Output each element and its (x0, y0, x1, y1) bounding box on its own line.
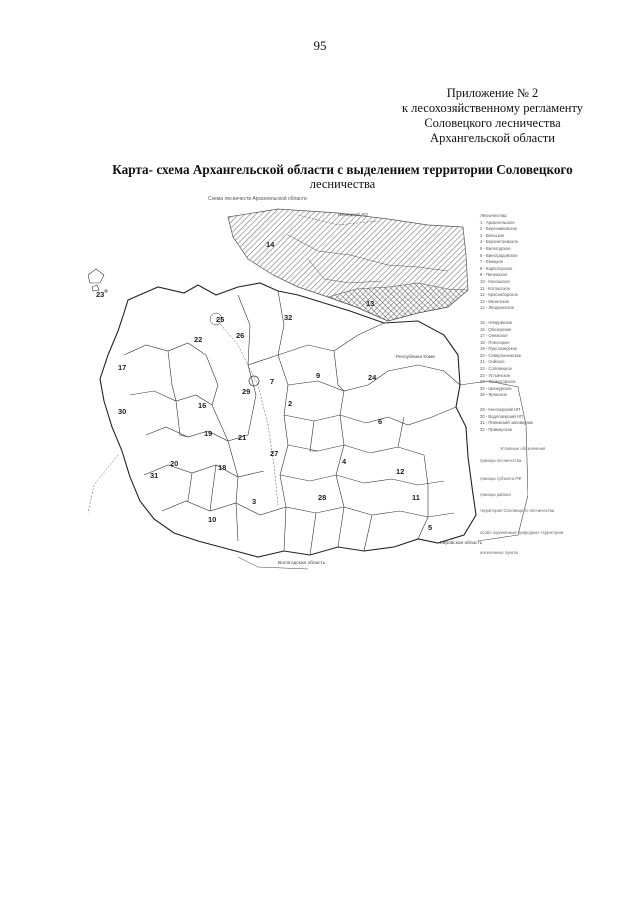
legend-item: 23 - Устьянское (480, 372, 511, 378)
map-legend (480, 213, 590, 433)
legend-note: граница лесничества (480, 458, 522, 463)
district-label: 6 (378, 417, 383, 426)
appendix-block (360, 86, 625, 146)
legend-item: 31 - Пинежский заповедник (480, 420, 534, 426)
district-label: 22 (194, 335, 203, 344)
legend-item: 29 - Кенозерский НП (480, 407, 521, 413)
legend-item: 1 - Архангельское (480, 219, 515, 225)
legend-item: 12 - Красноборское (480, 292, 518, 298)
district-label: 9 (316, 371, 321, 380)
district-label: 14 (266, 240, 275, 249)
legend-note: граница субъекта РФ (480, 476, 522, 481)
legend-item: 5 - Вилегодское (480, 245, 511, 251)
place-label: Кировская область (440, 541, 483, 546)
legend-item: 19 - Пуксоозерское (480, 346, 518, 352)
map-caption: Схема лесничеств Архангельской области (208, 196, 307, 202)
legend-item: 9 - Пинежское (480, 272, 508, 278)
district-label: 32 (284, 313, 293, 322)
legend-note: граница района (480, 492, 511, 497)
district-label: 19 (204, 429, 213, 438)
legend-item: 25 - Шенкурское (480, 385, 512, 391)
legend-item: 7 - Емецкое (480, 259, 503, 265)
legend-title: Лесничества: (480, 213, 508, 218)
district-label: 27 (270, 449, 279, 458)
district-label: 13 (366, 299, 375, 308)
map-title: Карта- схема Архангельской области с выделением территории Соловецкого (112, 162, 573, 177)
legend-item: 4 - Верхнетоемское (480, 239, 519, 245)
district-label: 12 (396, 467, 405, 476)
legend-item: 30 - Водлозерский НП (480, 413, 523, 419)
legend-item: 16 - Обозерское (480, 326, 512, 332)
legend-item: 24 - Холмогорское (480, 379, 516, 385)
district-label: 16 (198, 401, 207, 410)
district-label: 28 (318, 493, 327, 502)
legend-item: 18 - Плесецкое (480, 339, 510, 345)
appendix-line: Соловецкого лесничества (424, 116, 561, 130)
district-label: 30 (118, 407, 127, 416)
appendix-line: Архангельской области (430, 131, 555, 145)
place-label: Ненецкий АО (338, 213, 368, 218)
legend-item: 2 - Березниковское (480, 226, 518, 232)
appendix-line: к лесохозяйственному регламенту (401, 101, 584, 115)
district-label: 2 (288, 399, 293, 408)
district-label: 26 (236, 331, 245, 340)
map-figure (88, 195, 528, 570)
district-label: 4 (342, 457, 347, 466)
district-label: 25 (216, 315, 225, 324)
legend-item: 14 - Лешуконское (480, 305, 515, 311)
legend-note: Условные обозначения (500, 446, 546, 451)
legend-item: 11 - Котласское (480, 285, 511, 291)
page-number: 95 (313, 38, 327, 53)
solovetsky-islands (88, 269, 107, 292)
district-label: 21 (238, 433, 247, 442)
district-label: 17 (118, 363, 127, 372)
district-label: 18 (218, 463, 227, 472)
district-label: 5 (428, 523, 433, 532)
region-outline (100, 283, 476, 557)
legend-item: 10 - Коношское (480, 278, 510, 284)
district-label: 31 (150, 471, 159, 480)
district-label: 23 (96, 290, 105, 299)
district-label: 11 (412, 493, 420, 502)
place-label: Республика Коми (396, 355, 435, 360)
legend-item: 22 - Соловецкое (480, 366, 512, 372)
district-label: 7 (270, 377, 275, 386)
legend-item: 20 - Североонежское (480, 352, 522, 358)
legend-item: 26 - Яренское (480, 392, 508, 398)
legend-note: территория Соловецкого лесничества (480, 508, 555, 513)
region-map (88, 195, 528, 570)
legend-item: 3 - Вельское (480, 232, 505, 238)
legend-item: 8 - Карпогорское (480, 265, 513, 271)
district-label: 10 (208, 515, 217, 524)
district-label: 20 (170, 459, 179, 468)
legend-item: 17 - Онежское (480, 333, 508, 339)
legend-item: 15 - Няндомское (480, 319, 513, 325)
legend-item: 13 - Мезенское (480, 298, 510, 304)
legend-item: 6 - Виноградовское (480, 252, 518, 258)
appendix-line: Приложение № 2 (446, 86, 539, 100)
legend-note: населенные пункты (480, 550, 519, 555)
legend-note: особо охраняемые природные территории (480, 530, 564, 535)
district-label: 3 (252, 497, 257, 506)
district-label: 24 (368, 373, 377, 382)
legend-item: 21 - Сийское (480, 359, 505, 365)
legend-item: 32 - Приморское (480, 426, 513, 432)
map-title-line2: лесничества (309, 177, 376, 191)
district-label: 29 (242, 387, 251, 396)
place-label: Вологодская область (278, 561, 326, 566)
